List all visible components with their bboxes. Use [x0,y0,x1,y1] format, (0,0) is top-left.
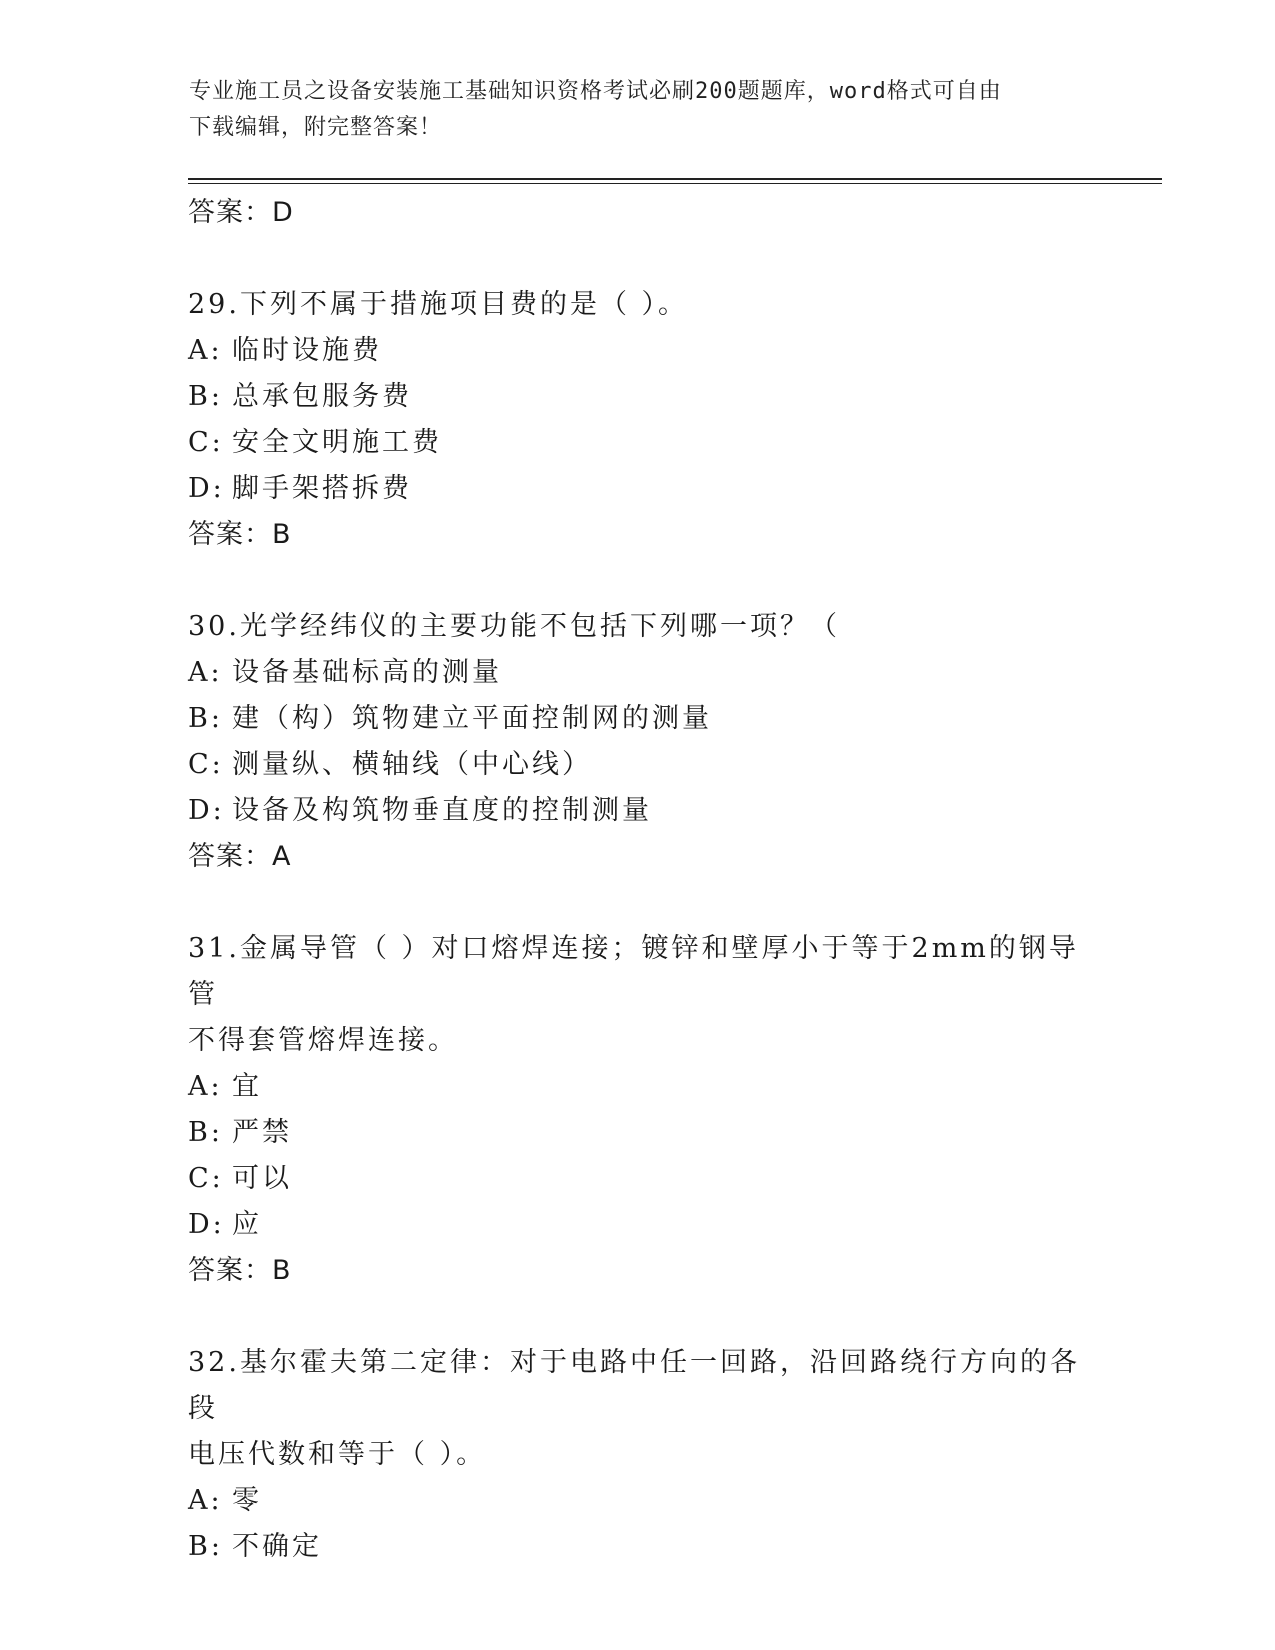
option-text: 临时设施费 [232,335,382,366]
option-row [188,328,1088,374]
option-letter: D: [188,1209,225,1240]
option-text: 设备及构筑物垂直度的控制测量 [232,795,652,826]
option-text: 不确定 [232,1531,322,1562]
page-header [189,74,1089,146]
question-text: 29.下列不属于措施项目费的是（ ）。 [188,289,689,320]
question-block [188,926,1088,1294]
option-letter: A: [188,1485,223,1516]
option-letter: B: [188,381,223,412]
option-letter: A: [188,335,223,366]
option-text: 总承包服务费 [232,381,412,412]
question-block [188,282,1088,558]
option-text: 脚手架搭拆费 [232,473,412,504]
question-text: 31.金属导管（ ）对口熔焊连接；镀锌和壁厚小于等于2mm的钢导管 [188,933,1079,1010]
question-list [188,190,1088,1570]
option-text: 安全文明施工费 [232,427,442,458]
option-row [188,1064,1088,1110]
option-text: 测量纵、横轴线（中心线） [232,749,592,780]
answer-line: 答案：B [188,519,292,550]
option-row [188,742,1088,788]
option-row [188,1524,1088,1570]
option-letter: C: [188,427,224,458]
option-letter: C: [188,1163,224,1194]
option-row [188,788,1088,834]
option-letter: A: [188,657,223,688]
option-text: 零 [232,1485,262,1516]
header-divider-thick [188,178,1162,180]
option-row [188,696,1088,742]
header-divider-thin [188,183,1162,184]
question-text: 32.基尔霍夫第二定律：对于电路中任一回路，沿回路绕行方向的各段 [188,1347,1080,1424]
question-text: 不得套管熔焊连接。 [188,1025,458,1056]
header-line-2: 下载编辑，附完整答案！ [189,115,443,140]
answer-line: 答案：B [188,1255,292,1286]
option-letter: C: [188,749,224,780]
question-text: 30.光学经纬仪的主要功能不包括下列哪一项？（ [188,611,840,642]
option-row [188,1110,1088,1156]
option-row [188,1202,1088,1248]
header-line-1: 专业施工员之设备安装施工基础知识资格考试必刷200题题库，word格式可自由 [189,79,1002,104]
option-letter: B: [188,1117,223,1148]
question-block [188,1340,1088,1570]
answer-line: 答案：A [188,841,292,872]
option-row [188,1478,1088,1524]
option-text: 严禁 [232,1117,292,1148]
option-letter: B: [188,1531,223,1562]
option-letter: A: [188,1071,223,1102]
option-letter: D: [188,473,225,504]
option-row [188,420,1088,466]
option-text: 宜 [232,1071,262,1102]
option-row [188,650,1088,696]
option-text: 建（构）筑物建立平面控制网的测量 [232,703,712,734]
question-text: 电压代数和等于（ ）。 [188,1439,487,1470]
option-text: 可以 [232,1163,292,1194]
option-row [188,466,1088,512]
option-text: 设备基础标高的测量 [232,657,502,688]
option-letter: B: [188,703,223,734]
option-letter: D: [188,795,225,826]
option-row [188,374,1088,420]
question-block [188,604,1088,880]
option-row [188,1156,1088,1202]
answer-line: 答案：D [188,197,294,228]
option-text: 应 [232,1209,262,1240]
